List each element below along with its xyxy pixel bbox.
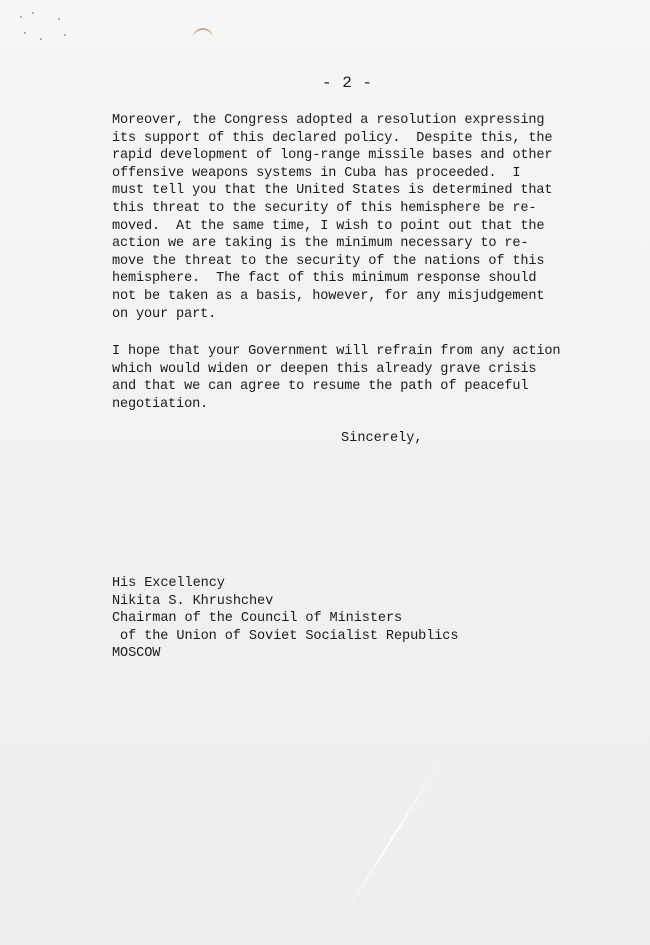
punch-hole-mark [193, 28, 213, 44]
text-line: negotiation. [112, 396, 209, 412]
body-paragraph-1 [112, 112, 552, 323]
text-line: its support of this declared policy. Despite this, the [112, 130, 553, 146]
closing-salutation: Sincerely, [341, 431, 423, 446]
paper-crease [339, 760, 441, 922]
text-line: not be taken as a basis, however, for any misjudgement [112, 288, 545, 304]
addressee-line: MOSCOW [112, 646, 161, 662]
text-line: I hope that your Government will refrain from any action [112, 344, 561, 359]
text-line: and that we can agree to resume the path of peaceful [112, 379, 529, 395]
body-paragraph-2 [112, 343, 561, 413]
text-line: this threat to the security of this hemisphere be re- [112, 200, 537, 216]
text-line: offensive weapons systems in Cuba has proceeded. I [112, 165, 521, 181]
addressee-block [112, 575, 458, 663]
addressee-line: Chairman of the Council of Ministers [112, 611, 403, 627]
text-line: on your part. [112, 306, 217, 322]
text-line: action we are taking is the minimum necessary to re- [112, 236, 529, 252]
text-line: which would widen or deepen this already grave crisis [112, 361, 537, 377]
paper-specks [18, 12, 78, 52]
text-line: rapid development of long-range missile bases and other [112, 148, 553, 164]
addressee-line: His Excellency [112, 576, 225, 591]
addressee-line: of the Union of Soviet Socialist Republics [120, 628, 459, 644]
text-line: moved. At the same time, I wish to point out that the [112, 218, 545, 234]
text-line: Moreover, the Congress adopted a resolution expressing [112, 113, 545, 128]
text-line: must tell you that the United States is determined that [112, 183, 553, 199]
page-number: - 2 - [322, 74, 373, 92]
addressee-line: Nikita S. Khrushchev [112, 593, 274, 609]
text-line: move the threat to the security of the nations of this [112, 253, 545, 269]
text-line: hemisphere. The fact of this minimum response should [112, 271, 537, 287]
